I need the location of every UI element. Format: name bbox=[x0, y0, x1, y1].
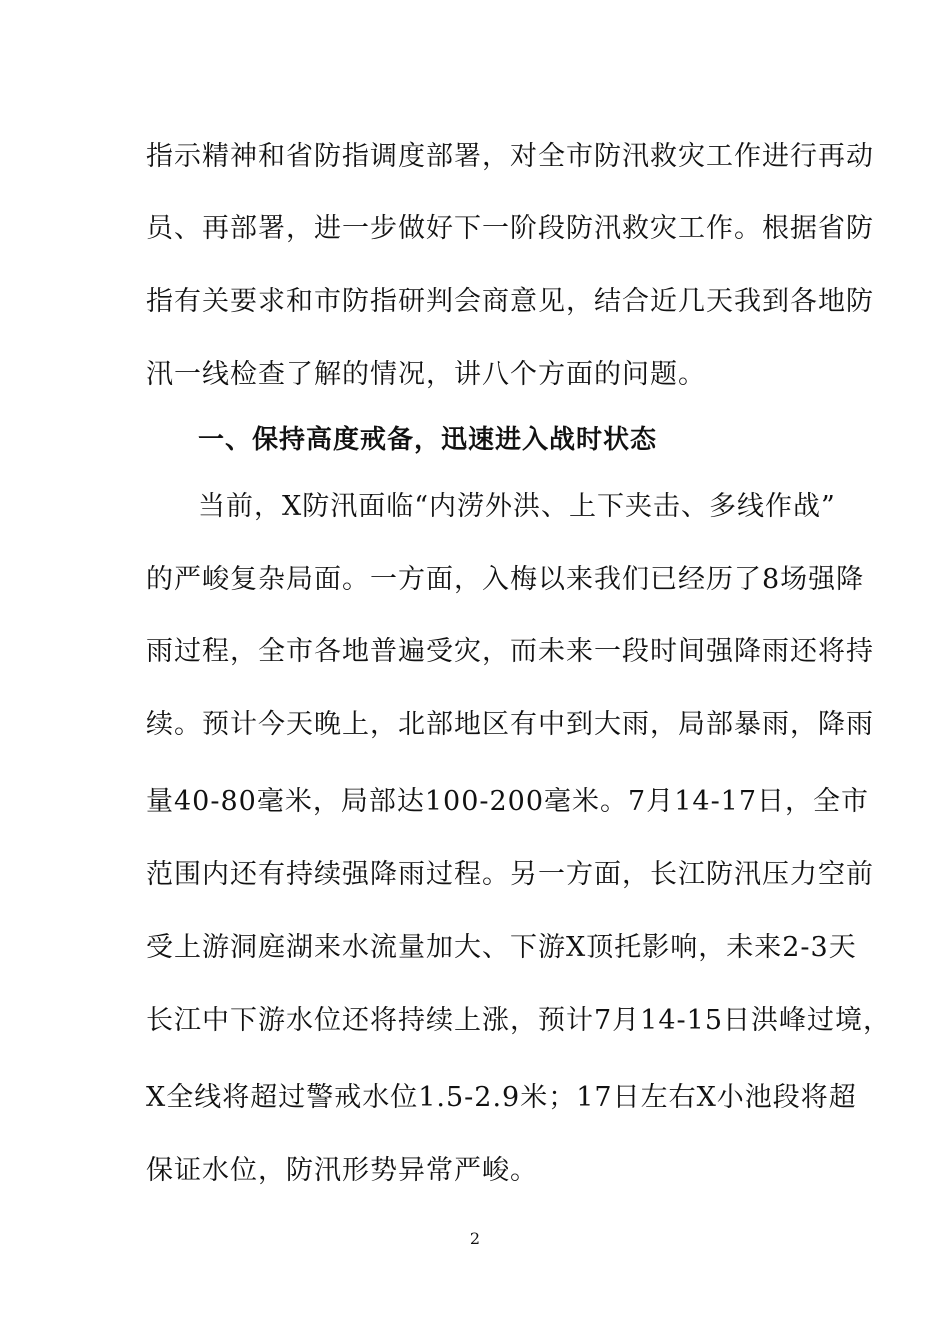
paragraph-2-line-10: 保证水位，防汛形势异常严峻。 bbox=[146, 1155, 538, 1186]
paragraph-2-line-1: 当前，X防汛面临“内涝外洪、上下夹击、多线作战” bbox=[198, 491, 836, 522]
page-number: 2 bbox=[469, 1229, 481, 1248]
paragraph-1-line-3: 指有关要求和市防指研判会商意见，结合近几天我到各地防 bbox=[146, 286, 874, 317]
paragraph-2-line-9: X全线将超过警戒水位1.5-2.9米；17日左右X小池段将超 bbox=[146, 1082, 857, 1113]
paragraph-2-line-5: 量40-80毫米，局部达100-200毫米。7月14-17日，全市 bbox=[146, 786, 870, 817]
paragraph-2-line-8: 长江中下游水位还将持续上涨，预计7月14-15日洪峰过境， bbox=[146, 1005, 892, 1036]
paragraph-1-line-1: 指示精神和省防指调度部署，对全市防汛救灾工作进行再动 bbox=[146, 141, 874, 172]
section-heading: 一、保持高度戒备，迅速进入战时状态 bbox=[198, 425, 658, 455]
paragraph-2-line-2: 的严峻复杂局面。一方面，入梅以来我们已经历了8场强降 bbox=[146, 564, 865, 595]
paragraph-2-line-7: 受上游洞庭湖来水流量加大、下游X顶托影响，未来2-3天 bbox=[146, 932, 857, 963]
paragraph-2-line-3: 雨过程，全市各地普遍受灾，而未来一段时间强降雨还将持 bbox=[146, 636, 874, 667]
paragraph-2-line-6: 范围内还有持续强降雨过程。另一方面，长江防汛压力空前 bbox=[146, 859, 874, 890]
paragraph-2-line-4: 续。预计今天晚上，北部地区有中到大雨，局部暴雨，降雨 bbox=[146, 709, 874, 740]
paragraph-1-line-2: 员、再部署，进一步做好下一阶段防汛救灾工作。根据省防 bbox=[146, 213, 874, 244]
paragraph-1-line-4: 汛一线检查了解的情况，讲八个方面的问题。 bbox=[146, 359, 706, 390]
